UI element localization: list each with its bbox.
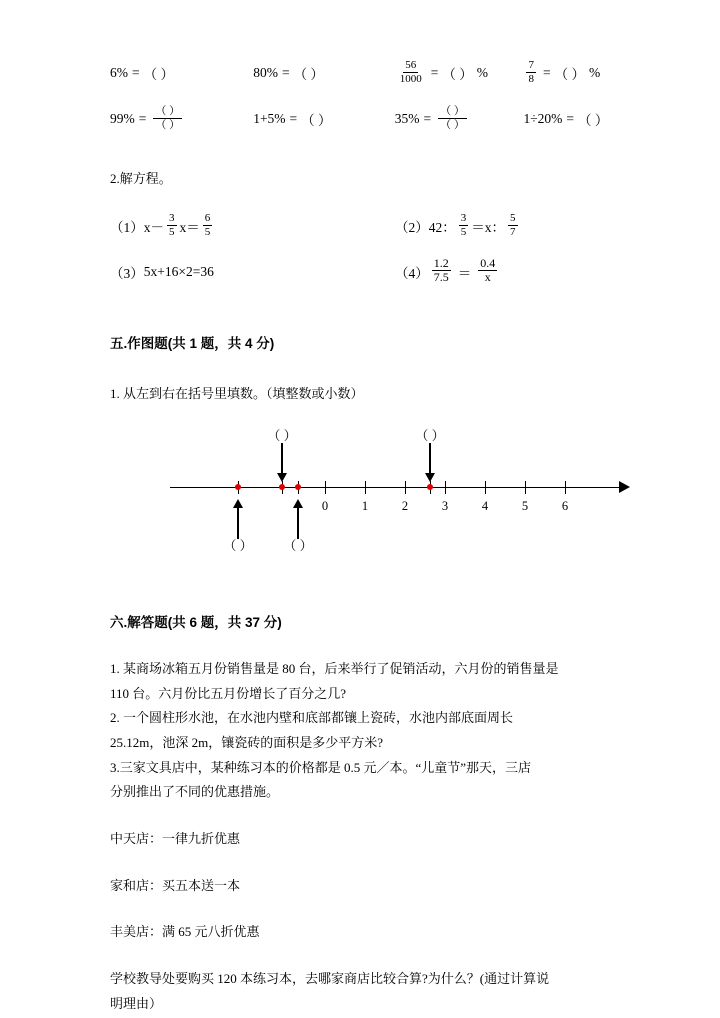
equation-middle: x＝ <box>179 220 200 236</box>
axis-tick <box>525 481 526 494</box>
axis-tick <box>325 481 326 494</box>
equals-sign: = <box>289 111 298 127</box>
fraction <box>203 212 213 238</box>
section-five-question: 1. 从左到右在括号里填数。（填整数或小数） <box>110 386 364 402</box>
percent-item <box>253 106 395 132</box>
percent-item <box>110 60 253 86</box>
equation-row-1 <box>110 213 620 239</box>
fraction-denominator: 5 <box>460 225 467 238</box>
axis-tick <box>565 481 566 494</box>
fraction-numerator: 0.4 <box>480 255 496 270</box>
fraction-denominator: 1000 <box>399 72 422 85</box>
arrow-down-icon <box>277 443 287 483</box>
fraction <box>398 59 424 85</box>
answer-blank[interactable]: （ ） <box>554 67 585 83</box>
fraction-blank[interactable] <box>153 105 182 131</box>
number-line-figure <box>110 425 620 553</box>
axis-tick-label: 5 <box>521 498 529 513</box>
equations-heading: 2.解方程。 <box>110 170 172 186</box>
fraction-numerator: 1.2 <box>433 255 449 270</box>
equation-item <box>110 258 395 287</box>
question-text: 分别推出了不同的优惠措施。 <box>110 784 280 800</box>
axis-tick <box>365 481 366 494</box>
fraction <box>508 212 518 238</box>
section-six-title: 六.解答题(共 6 题，共 37 分) <box>110 614 282 630</box>
axis-tick <box>405 481 406 494</box>
fraction-denominator: 5 <box>169 225 175 238</box>
expr-lhs: 80% <box>253 65 278 81</box>
fraction-denominator: 7 <box>510 225 516 238</box>
fraction-numerator: 56 <box>405 59 417 71</box>
question-text: 25.12m，池深 2m，镶瓷砖的面积是多少平方米? <box>110 734 383 750</box>
equals-sign: = <box>281 65 290 81</box>
expr-lhs: 1+5% <box>253 111 286 127</box>
point-marker <box>427 484 433 490</box>
fraction-numerator-blank[interactable]: （ ） <box>440 105 465 118</box>
equals-sign: = <box>423 111 432 127</box>
fraction-denominator-blank[interactable]: （ ） <box>155 118 181 131</box>
percent-row-1 <box>110 60 620 86</box>
equals-sign: = <box>132 65 140 81</box>
percent-item <box>523 60 620 86</box>
fraction <box>167 212 177 238</box>
equals-sign: = <box>138 111 147 127</box>
answer-blank[interactable]: （ ） <box>578 113 609 129</box>
equation-prefix: x－ <box>143 220 164 236</box>
question-tail: 明理由） <box>110 995 163 1011</box>
arrow-down-icon <box>425 443 435 483</box>
equation-item <box>395 213 521 239</box>
axis-tick-label: 3 <box>441 498 449 513</box>
equals-sign: = <box>430 65 439 81</box>
expr-lhs: 1÷20% <box>523 111 563 127</box>
expr-lhs: 6% <box>110 65 128 81</box>
axis-tick-label: 0 <box>321 498 329 513</box>
equation-middle: ＝x： <box>471 220 505 236</box>
arrow-up-icon <box>293 499 303 539</box>
equation-label: （2） <box>395 220 429 236</box>
answer-blank[interactable]: （ ） <box>293 67 324 83</box>
percent-item <box>253 60 395 86</box>
answer-blank[interactable]: （ ） <box>301 113 332 129</box>
equation-expression: 5x+16×2=36 <box>143 263 214 279</box>
percent-row-2 <box>110 106 620 132</box>
answer-blank[interactable]: （ ） <box>143 67 174 83</box>
equals-sign: = <box>542 65 551 81</box>
equation-item <box>110 213 395 239</box>
fraction <box>526 59 536 85</box>
answer-blank[interactable]: （ ） <box>442 67 473 83</box>
arrow-up-icon <box>233 499 243 539</box>
fraction-denominator: 5 <box>204 225 211 238</box>
percent-sign: % <box>588 65 601 81</box>
section-five-title: 五.作图题(共 1 题，共 4 分) <box>110 336 275 352</box>
axis-tick <box>485 481 486 494</box>
fraction-denominator: 7.5 <box>433 270 449 285</box>
fraction <box>432 257 451 286</box>
question-text: 3.三家文具店中，某种练习本的价格都是 0.5 元／本。“儿童节”那天，三店 <box>110 759 532 775</box>
axis-tick-label: 2 <box>401 498 409 513</box>
question-text: 1. 某商场冰箱五月份销售量是 80 台，后来举行了促销活动，六月份的销售量是 <box>110 660 559 676</box>
fraction-numerator: 5 <box>510 212 516 225</box>
fraction-numerator: 3 <box>169 212 175 225</box>
point-marker <box>235 484 241 490</box>
shop-offer: 中天店：一律九折优惠 <box>110 830 241 846</box>
answer-bracket-bottom[interactable]: （ ） <box>223 537 253 553</box>
expr-lhs: 99% <box>110 111 135 127</box>
shop-offer: 家和店：买五本送一本 <box>110 877 241 893</box>
answer-bracket-top[interactable]: （ ） <box>267 427 297 443</box>
axis-tick <box>445 481 446 494</box>
percent-item <box>523 106 620 132</box>
fraction-numerator-blank[interactable]: （ ） <box>155 105 181 118</box>
fraction-numerator: 6 <box>204 212 211 225</box>
fraction <box>459 212 469 238</box>
percent-item <box>395 106 524 132</box>
answer-bracket-bottom[interactable]: （ ） <box>283 537 313 553</box>
question-tail: 学校教导处要购买 120 本练习本，去哪家商店比较合算?为什么？(通过计算说 <box>110 971 550 986</box>
point-marker <box>279 484 285 490</box>
axis-tick-label: 1 <box>361 498 369 513</box>
point-marker <box>295 484 301 490</box>
equals-sign: = <box>566 111 574 127</box>
equation-label: （3） <box>110 265 144 281</box>
equation-middle: ＝ <box>457 265 472 281</box>
fraction-denominator: x <box>484 270 491 285</box>
answer-bracket-top[interactable]: （ ） <box>415 427 445 443</box>
equation-item <box>395 255 500 287</box>
fraction-numerator: 3 <box>460 212 467 225</box>
question-text: 2. 一个圆柱形水池，在水池内壁和底部都镶上瓷砖，水池内部底面周长 <box>110 710 514 726</box>
shop-offer: 丰美店：满 65 元八折优惠 <box>110 924 260 940</box>
percent-sign: % <box>476 65 489 81</box>
equation-label: （1） <box>110 220 144 236</box>
percent-item <box>110 106 253 132</box>
percent-item <box>395 60 524 86</box>
fraction-denominator-blank[interactable]: （ ） <box>440 118 465 131</box>
fraction-denominator: 8 <box>528 72 534 85</box>
axis-tick-label: 4 <box>481 498 489 513</box>
axis-arrowhead-icon <box>619 481 630 493</box>
fraction <box>478 257 497 286</box>
expr-lhs: 35% <box>394 111 420 127</box>
equation-label: （4） <box>395 265 429 281</box>
question-text: 110 台。六月份比五月份增长了百分之几? <box>110 685 347 701</box>
fraction-numerator: 7 <box>528 59 534 71</box>
axis-tick-label: 6 <box>561 498 569 513</box>
equation-row-2 <box>110 255 620 287</box>
fraction-blank[interactable] <box>438 105 467 131</box>
equation-prefix: 42： <box>428 220 456 236</box>
